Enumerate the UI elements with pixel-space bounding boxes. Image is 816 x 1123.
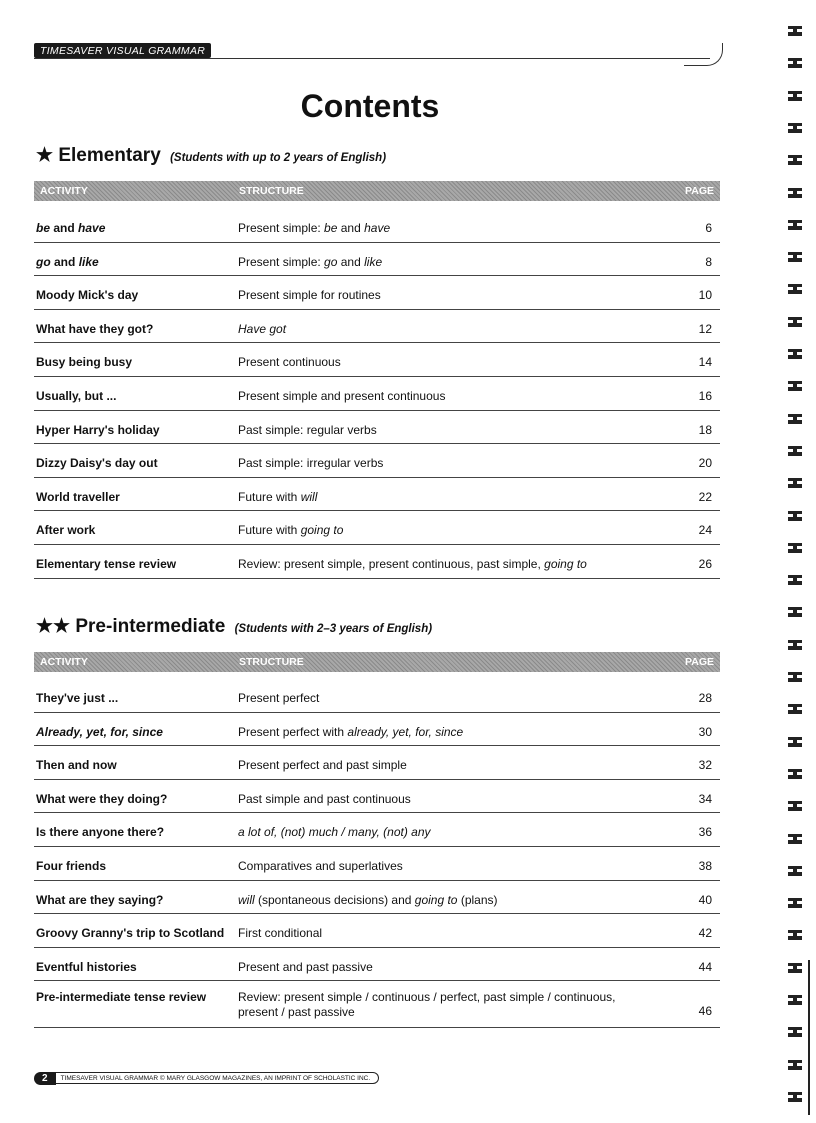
structure-cell: Present and past passive (238, 959, 373, 974)
page-cell: 32 (698, 758, 712, 773)
spiral-coil (786, 24, 802, 40)
table-row (34, 208, 720, 243)
spiral-coil (786, 735, 802, 751)
spiral-coil (786, 347, 802, 363)
spiral-coil (786, 218, 802, 234)
spiral-coil (786, 896, 802, 912)
spiral-coil (786, 573, 802, 589)
page-cell: 38 (698, 859, 712, 873)
activity-cell: Four friends (36, 859, 107, 873)
table-row (34, 275, 720, 310)
spiral-coil (786, 444, 802, 460)
spiral-coil (786, 767, 802, 783)
table-header-preintermediate (34, 652, 720, 672)
table-row (34, 846, 720, 881)
spiral-binding (786, 20, 810, 1120)
activity-cell: Usually, but ... (36, 389, 117, 403)
spiral-coil (786, 670, 802, 686)
page-cell: 26 (698, 557, 712, 571)
spiral-coil (786, 121, 802, 137)
table-row (34, 376, 720, 411)
spiral-coil (786, 993, 802, 1009)
column-page: PAGE (685, 656, 714, 668)
column-structure: STRUCTURE (239, 185, 304, 197)
structure-cell: Review: present simple, present continuous, past simple, going to (238, 557, 587, 571)
table-row (34, 947, 720, 982)
spiral-coil (786, 153, 802, 169)
page-cell: 20 (698, 456, 712, 471)
page-cell: 16 (698, 389, 712, 403)
structure-cell: First conditional (238, 926, 323, 941)
page-footer (34, 1071, 379, 1085)
spiral-coil (786, 702, 802, 718)
page-cell: 40 (698, 892, 712, 907)
page-cell: 12 (698, 321, 712, 336)
activity-cell: What have they got? (36, 321, 154, 336)
structure-cell: Past simple and past continuous (238, 791, 411, 806)
star-icon: ★★ (36, 616, 71, 637)
binding-spine (808, 960, 810, 1115)
page-cell: 44 (698, 959, 712, 974)
spiral-coil (786, 476, 802, 492)
copyright-text: TIMESAVER VISUAL GRAMMAR © MARY GLASGOW MAGAZINES, AN IMPRINT OF SCHOLASTIC INC. (56, 1072, 380, 1084)
structure-cell: a lot of, (not) much / many, (not) any (238, 825, 431, 840)
activity-cell: Pre-intermediate tense review (36, 990, 207, 1005)
structure-cell: Present perfect with already, yet, for, since (238, 724, 464, 739)
section-title: Pre-intermediate (75, 616, 226, 637)
section-subtitle: (Students with up to 2 years of English) (170, 152, 387, 164)
spiral-coil (786, 541, 802, 557)
activity-cell: After work (36, 523, 96, 538)
structure-cell: Future with will (238, 489, 318, 504)
column-activity: ACTIVITY (40, 185, 88, 197)
structure-cell: Comparatives and superlatives (238, 859, 403, 873)
table-row (34, 242, 720, 277)
table-row (34, 880, 720, 915)
spiral-coil (786, 961, 802, 977)
table-row (34, 410, 720, 445)
header-curve (684, 43, 723, 66)
structure-cell: Present simple: go and like (238, 254, 383, 269)
table-row (34, 544, 720, 579)
table-row (34, 712, 720, 747)
structure-cell: Present simple for routines (238, 288, 381, 303)
activity-cell: Then and now (36, 758, 117, 773)
spiral-coil (786, 799, 802, 815)
page-cell: 6 (705, 221, 712, 235)
spiral-coil (786, 56, 802, 72)
spiral-coil (786, 89, 802, 105)
spiral-coil (786, 282, 802, 298)
page-cell: 14 (698, 355, 712, 370)
activity-cell: They've just ... (36, 691, 119, 705)
page-number: 2 (34, 1072, 56, 1085)
table-row (34, 745, 720, 780)
page-cell: 22 (698, 489, 712, 504)
header-rule (34, 58, 710, 59)
spiral-coil (786, 928, 802, 944)
spiral-coil (786, 1058, 802, 1074)
spiral-coil (786, 1090, 802, 1106)
page-cell: 34 (698, 791, 712, 806)
table-row (34, 510, 720, 545)
activity-cell: Dizzy Daisy's day out (36, 456, 158, 471)
spiral-coil (786, 379, 802, 395)
section-heading-elementary (36, 144, 386, 167)
page-cell: 18 (698, 422, 712, 437)
spiral-coil (786, 509, 802, 525)
structure-cell: Past simple: regular verbs (238, 422, 377, 437)
table-row (34, 477, 720, 512)
structure-cell: Review: present simple / continuous / perfect, past simple / continuous, present / past passive (238, 990, 616, 1020)
activity-cell: be and have (36, 221, 106, 235)
page-cell: 24 (698, 523, 712, 538)
structure-cell: Have got (238, 321, 287, 336)
page-cell: 42 (698, 926, 712, 941)
page-cell: 36 (698, 825, 712, 840)
structure-cell: Future with going to (238, 523, 344, 538)
column-activity: ACTIVITY (40, 656, 88, 668)
page-cell: 46 (698, 1004, 712, 1019)
activity-cell: Elementary tense review (36, 557, 177, 571)
activity-cell: Already, yet, for, since (36, 724, 163, 739)
activity-cell: Moody Mick's day (36, 288, 139, 303)
table-row (34, 913, 720, 948)
structure-cell: Present simple: be and have (238, 221, 391, 235)
activity-cell: What are they saying? (36, 892, 164, 907)
activity-cell: World traveller (36, 489, 120, 504)
table-row (34, 309, 720, 344)
table-row (34, 812, 720, 847)
structure-cell: will (spontaneous decisions) and going to (plans) (238, 892, 498, 907)
spiral-coil (786, 412, 802, 428)
page-cell: 8 (705, 254, 712, 269)
spiral-coil (786, 250, 802, 266)
structure-cell: Present perfect and past simple (238, 758, 407, 773)
column-page: PAGE (685, 185, 714, 197)
table-row (34, 980, 720, 1028)
table-row (34, 678, 720, 713)
spiral-coil (786, 605, 802, 621)
structure-cell: Present perfect (238, 691, 320, 705)
table-row (34, 342, 720, 377)
activity-cell: Groovy Granny's trip to Scotland (36, 926, 225, 941)
activity-cell: go and like (36, 254, 99, 269)
section-heading-preintermediate (36, 615, 432, 638)
page-cell: 30 (698, 724, 712, 739)
activity-cell: Eventful histories (36, 959, 137, 974)
structure-cell: Past simple: irregular verbs (238, 456, 384, 471)
page-cell: 10 (698, 288, 712, 303)
spiral-coil (786, 638, 802, 654)
table-row (34, 443, 720, 478)
section-title: Elementary (58, 145, 161, 166)
page-cell: 28 (698, 691, 712, 705)
spiral-coil (786, 186, 802, 202)
spiral-coil (786, 864, 802, 880)
table-row (34, 779, 720, 814)
structure-cell: Present simple and present continuous (238, 389, 446, 403)
spiral-coil (786, 832, 802, 848)
activity-cell: Busy being busy (36, 355, 133, 370)
page-title: Contents (300, 88, 440, 124)
table-header-elementary (34, 181, 720, 201)
activity-cell: What were they doing? (36, 791, 168, 806)
column-structure: STRUCTURE (239, 656, 304, 668)
spiral-coil (786, 315, 802, 331)
section-subtitle: (Students with 2–3 years of English) (234, 623, 433, 635)
series-badge: TIMESAVER VISUAL GRAMMAR (34, 43, 211, 58)
structure-cell: Present continuous (238, 355, 341, 370)
star-icon: ★ (36, 145, 54, 166)
spiral-coil (786, 1025, 802, 1041)
activity-cell: Hyper Harry's holiday (36, 422, 160, 437)
activity-cell: Is there anyone there? (36, 825, 165, 840)
